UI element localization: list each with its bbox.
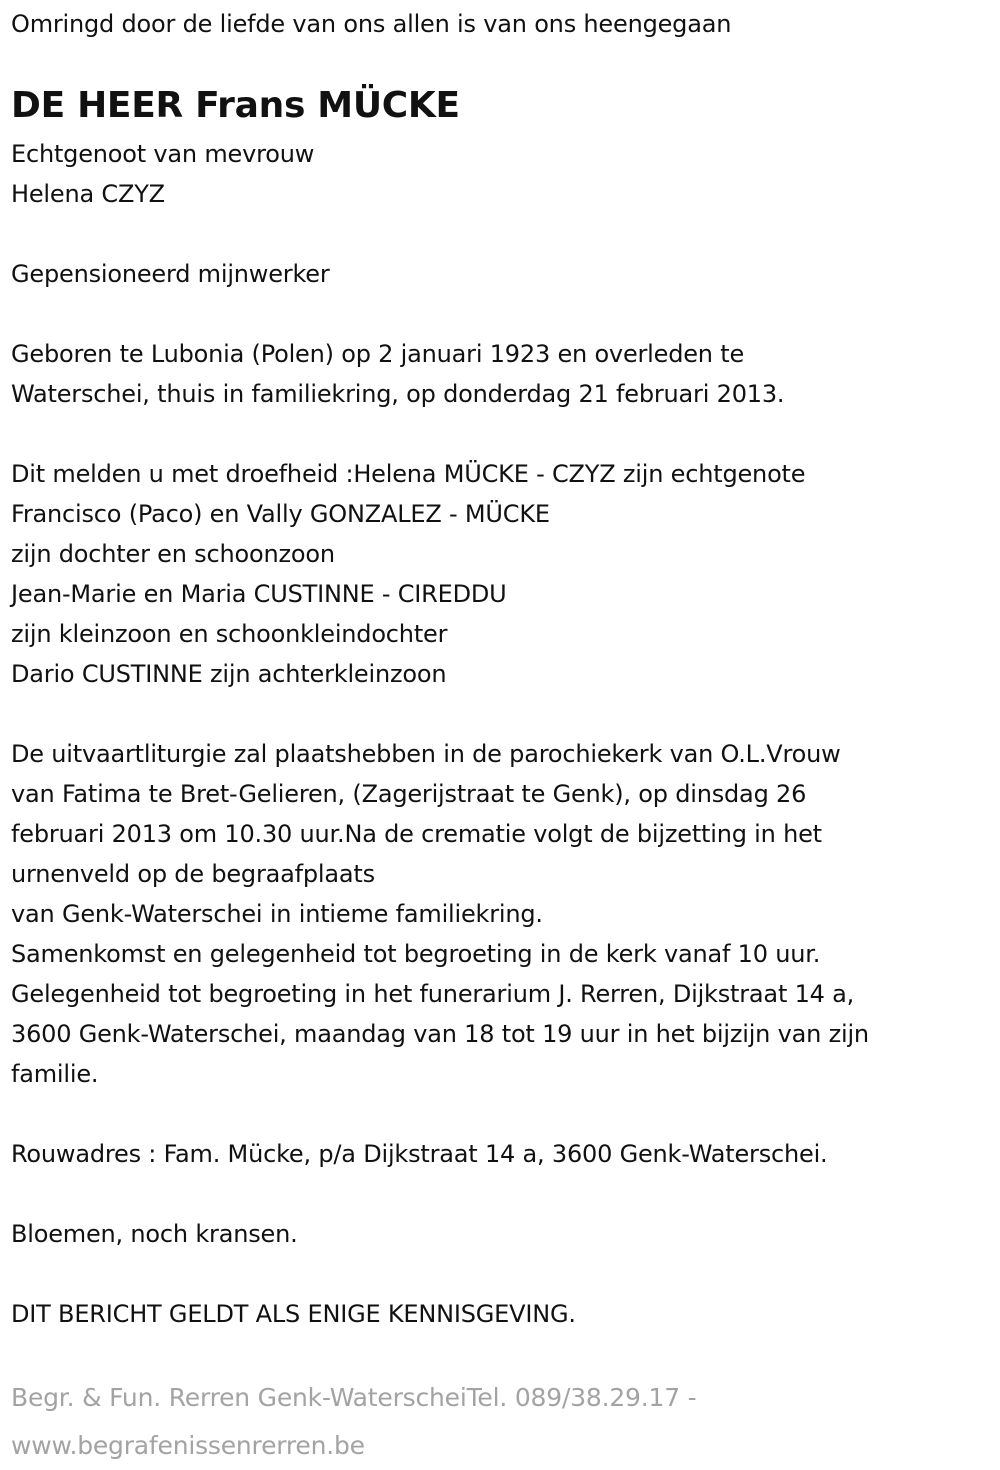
ceremony-line: van Fatima te Bret-Gelieren, (Zagerijstraat te Genk), op dinsdag 26 [11,780,807,808]
family-line: Dario CUSTINNE zijn achterkleinzoon [11,660,447,688]
footer-line: Begr. & Fun. Rerren Genk-WaterscheiTel. 089/38.29.17 - [11,1383,697,1412]
deceased-name: DE HEER Frans MÜCKE [11,85,460,126]
ceremony-line: De uitvaartliturgie zal plaatshebben in de parochiekerk van O.L.Vrouw [11,740,841,768]
official-notice: DIT BERICHT GELDT ALS ENIGE KENNISGEVING. [11,1300,576,1328]
occupation-block [11,254,330,294]
family-line: zijn dochter en schoonzoon [11,540,335,568]
ceremony-block [11,734,869,1094]
flowers-note: Bloemen, noch kransen. [11,1220,298,1248]
intro-text: Omringd door de liefde van ons allen is van ons heengegaan [11,10,732,38]
birth-death-line: Geboren te Lubonia (Polen) op 2 januari 1923 en overleden te [11,340,745,368]
mourning-address: Rouwadres : Fam. Mücke, p/a Dijkstraat 14 a, 3600 Genk-Waterschei. [11,1140,828,1168]
ceremony-line: Samenkomst en gelegenheid tot begroeting in de kerk vanaf 10 uur. [11,940,821,968]
ceremony-line: van Genk-Waterschei in intieme familiekring. [11,900,543,928]
mourning-address-block [11,1134,827,1174]
family-line: zijn kleinzoon en schoonkleindochter [11,620,448,648]
family-line: Jean-Marie en Maria CUSTINNE - CIREDDU [11,580,507,608]
flowers-block [11,1214,298,1254]
official-notice-block [11,1294,576,1334]
spouse-block [11,134,314,214]
ceremony-line: urnenveld op de begraafplaats [11,860,375,888]
footer-website: www.begrafenissenrerren.be [11,1431,365,1460]
spouse-line: Echtgenoot van mevrouw [11,140,315,168]
ceremony-line: familie. [11,1060,99,1088]
family-line: Dit melden u met droefheid :Helena MÜCKE - CZYZ zijn echtgenote [11,460,806,488]
birth-death-line: Waterschei, thuis in familiekring, op donderdag 21 februari 2013. [11,380,785,408]
family-line: Francisco (Paco) en Vally GONZALEZ - MÜCKE [11,500,550,528]
birth-death-block [11,334,784,414]
occupation-text: Gepensioneerd mijnwerker [11,260,330,288]
family-block [11,454,805,694]
spouse-line: Helena CZYZ [11,180,165,208]
ceremony-line: Gelegenheid tot begroeting in het funerarium J. Rerren, Dijkstraat 14 a, [11,980,855,1008]
ceremony-line: 3600 Genk-Waterschei, maandag van 18 tot 19 uur in het bijzijn van zijn [11,1020,869,1048]
footer [11,1374,697,1470]
ceremony-line: februari 2013 om 10.30 uur.Na de crematie volgt de bijzetting in het [11,820,822,848]
